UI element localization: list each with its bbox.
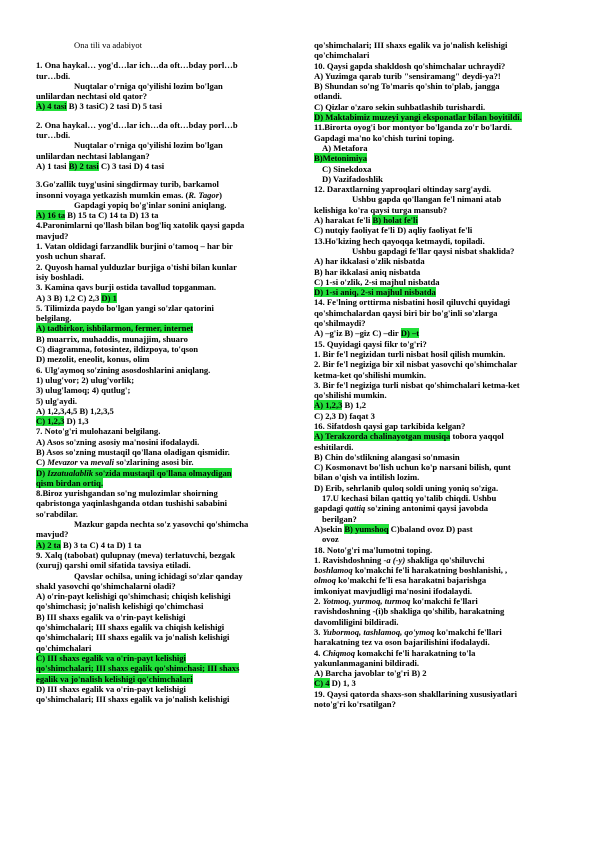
text-line — [36, 293, 295, 303]
text-line: 11.Birorta oyog'i bor montyor bo'lganda zo'r bo'lardi. — [314, 122, 512, 133]
text-line: 3.Go'zallik tuyg'usini singdirmay turib, barkamol — [36, 179, 219, 190]
text-line — [36, 323, 295, 333]
text-segment: gapdagi — [314, 503, 346, 514]
text-line: 1. Ona haykal… yog'd…lar ich…da oft…bday porl…b — [36, 60, 238, 71]
text-segment: C) — [36, 457, 48, 468]
highlighted-answer: B) holat fe'li — [372, 215, 418, 226]
highlighted-answer: qo'shimchalari; III shaxs egalik qo'shimchasi; III shaxs — [36, 663, 240, 674]
text-line: 5. Tilimizda paydo bo'lgan yangi so'zlar qatorini — [36, 302, 214, 313]
text-line — [314, 431, 568, 441]
highlighted-answer: qism birdan ortiq. — [36, 477, 104, 488]
text-segment: D) 1, 3 — [329, 678, 356, 689]
text-segment: komakchi fe'li harakatning to'la — [355, 647, 476, 658]
highlighted-answer: B) yumshoq — [344, 523, 389, 534]
highlighted-answer: C) 1,2,3 — [36, 416, 65, 427]
text-line: qo'shimchalari; III shaxs egalik va jo'nalish kelishigi — [314, 40, 508, 50]
text-line: berilgan? — [322, 513, 357, 524]
text-line — [314, 565, 568, 575]
highlighted-answer: D) Maktabimiz muzeyi yangi eksponatlar bilan boyitildi. — [314, 112, 522, 123]
text-line: 4.Paronimlarni qo'llash bilan bog'liq xatolik qaysi gapda — [36, 220, 245, 231]
text-segment: ko'makchi fe'li esa harakatni bajarishga — [335, 575, 487, 586]
text-line: Gapdagi ma'no ko'chish turini toping. — [314, 132, 455, 143]
text-segment: B) 3 tasiC) 2 tasi D) 5 tasi — [66, 101, 163, 112]
text-line: 7. Noto'g'ri mulohazani belgilang. — [36, 426, 161, 437]
highlighted-answer: A) Terakzorda chalinayotgan musiqa — [314, 431, 451, 442]
text-segment: so'zining antonimi qaysi javobda — [365, 503, 489, 514]
text-line: Ona tili va adabiyot — [74, 40, 143, 50]
text-line: qo'shimchalari; III shaxs egalik va chiqish kelishigi — [36, 622, 225, 633]
text-line: tur…bdi. — [36, 70, 71, 81]
text-segment: A)sekin — [314, 523, 345, 534]
text-segment: boshlamoq — [314, 565, 353, 576]
text-line: 1. Vatan oldidagi farzandlik burjini o'tamoq – har bir — [36, 241, 233, 252]
text-line: unlilardan nechtasi lablangan? — [36, 150, 150, 161]
text-line: mavjud? — [36, 529, 69, 540]
text-segment: qattiq — [345, 503, 366, 514]
text-line: D) Vazifadoshlik — [322, 173, 383, 184]
text-line: A) Metafora — [322, 142, 368, 153]
text-segment: B) 15 ta C) 14 ta D) 13 ta — [65, 210, 159, 221]
text-line: qo'shilishi mumkin. — [314, 390, 387, 401]
text-segment: 3. — [314, 626, 323, 637]
text-line: A) Yuzimga qarab turib "sensiramang" deydi-ya?! — [314, 70, 501, 81]
text-line — [36, 457, 295, 467]
text-line: qo'chimchalari — [314, 50, 370, 61]
text-line: 3. Bir fe'l negiziga turli nisbat qo'shimchalari ketma-ket — [314, 379, 520, 390]
text-line: 6. Ulg'aymoq so'zining asosdoshlarini aniqlang. — [36, 364, 211, 375]
text-line: qo'chimchalari — [36, 642, 92, 653]
text-line: qabristonga yaqinlashganda otdan tushishi sababini — [36, 498, 228, 509]
text-segment: A) –g'iz B) –giz C) –dir — [314, 328, 401, 339]
text-line: B) har ikkalasi aniq nisbatda — [314, 266, 421, 277]
text-segment: ko'makchi fe'llari — [434, 626, 502, 637]
text-segment: tobora yaqqol — [450, 431, 504, 442]
text-line: A) 1,2,3,4,5 B) 1,2,3,5 — [36, 405, 114, 416]
text-line: qo'shimchalari; III shaxs egalik va jo'nalish kelishigi — [36, 694, 230, 705]
text-line: Qavslar ochilsa, uning ichidagi so'zlar qanday — [74, 570, 243, 581]
highlighted-answer: A) 16 ta — [36, 210, 66, 221]
text-line: Nuqtalar o'rniga qo'yilishi lozim bo'lgan — [74, 140, 223, 151]
text-segment: B) 1,2 — [342, 400, 367, 411]
text-segment: insonni voyaga yetkazish mumkin emas. ( — [36, 189, 189, 200]
text-line: mavjud? — [36, 230, 69, 241]
text-segment: ) — [219, 189, 222, 200]
highlighted-answer: A) 4 tasi — [36, 101, 67, 112]
text-line: B) Asos so'zning mustaqil qo'llana oladigan qismidir. — [36, 446, 230, 457]
highlighted-answer: D) — [36, 467, 48, 478]
text-line — [36, 190, 295, 200]
text-line — [314, 627, 568, 637]
text-line: belgilang. — [36, 313, 72, 324]
text-segment: olmoq — [314, 575, 336, 586]
text-line: 10. Qaysi gapda shakldosh qo'shimchalar uchraydi? — [314, 60, 506, 71]
text-line — [36, 210, 295, 220]
text-segment: Mevazor — [47, 457, 78, 468]
text-line: 2. Bir fe'l negiziga bir xil nisbat yasovchi qo'shimchalar — [314, 359, 518, 370]
text-line: D) mezolit, eneolit, konus, olim — [36, 354, 150, 365]
text-line — [314, 153, 568, 163]
text-segment: shakliga qo'shiluvchi — [405, 554, 485, 565]
text-line: 2. Quyosh hamal yulduzlar burjiga o'tishi bilan kunlar — [36, 261, 237, 272]
text-line: unlilardan nechtasi old qator? — [36, 91, 148, 102]
text-line — [36, 653, 295, 663]
text-line: qo'shimchalari; III shaxs egalik va jo'nalish kelishigi — [36, 632, 230, 643]
text-segment: A) 3 B) 1,2 C) 2,3 — [36, 292, 102, 303]
text-segment: A) harakat fe'li — [314, 215, 373, 226]
text-line: 3) ulug'lamoq; 4) qutlug'; — [36, 385, 131, 396]
text-segment: Chiqmoq — [322, 647, 356, 658]
text-line — [314, 215, 568, 225]
text-line: C) Kosmonavt bo'lish uchun ko'p narsani bilish, qunt — [314, 462, 511, 473]
text-segment: va — [77, 457, 91, 468]
text-line: B) Shundan so'ng To'maris qo'shin to'plab, jangga — [314, 81, 500, 92]
text-line: 1. Bir fe'l negizidan turli nisbat hosil qilish mumkin. — [314, 348, 506, 359]
text-line: 2. Ona haykal… yog'd…lar ich…da oft…bday porl…b — [36, 119, 238, 130]
left-column — [36, 40, 295, 704]
text-line: tur…bdi. — [36, 130, 71, 141]
text-segment: C)baland ovoz D) past — [388, 523, 473, 534]
text-segment: ko'makchi fe'llari — [410, 596, 478, 607]
text-line — [36, 161, 295, 171]
text-line: shakl yasovchi qo'shimchalarni oladi? — [36, 580, 176, 591]
text-line: ovoz — [322, 534, 339, 545]
text-line: 13.Ho'kizing hech qayoqqa ketmaydi, topiladi. — [314, 235, 485, 246]
highlighted-answer: B) 2 tasi — [68, 160, 99, 171]
text-line — [36, 416, 295, 426]
text-line — [314, 400, 568, 410]
text-line: C) nutqiy faoliyat fe'li D) aqliy faoliyat fe'li — [314, 225, 473, 236]
text-line: D) Erib, sehrlanib quloq soldi uning yoniq so'ziga. — [314, 482, 499, 493]
text-line: A) o'rin-payt kelishigi qo'shimchasi; chiqish kelishigi — [36, 591, 231, 602]
text-line: 15. Quyidagi qaysi fikr to'g'ri? — [314, 338, 427, 349]
text-line: 3. Kamina qavs burji ostida tavallud topganman. — [36, 282, 217, 293]
text-segment: Yotmoq, yurmoq, turmoq — [322, 596, 411, 607]
highlighted-answer: egalik va jo'nalish kelishigi qo'chimchalari — [36, 673, 193, 684]
highlighted-answer: D) 1-si aniq, 2-si majhul nisbatda — [314, 287, 436, 298]
text-line: qo'shilmaydi? — [314, 318, 366, 329]
text-segment: Yubormoq, tashlamoq, qo'ymoq — [322, 626, 435, 637]
text-line: 18. Noto'g'ri ma'lumotni toping. — [314, 544, 433, 555]
highlighted-answer: C) 4 — [314, 678, 330, 689]
text-segment: so'zlarining asosi bir. — [114, 457, 194, 468]
text-segment: -a (-y) — [383, 554, 406, 565]
highlighted-answer: A) 1,2,3 — [314, 400, 343, 411]
text-line — [36, 540, 295, 550]
text-line — [36, 478, 295, 488]
text-line: B) Chin do'stlikning alangasi so'nmasin — [314, 451, 460, 462]
text-line — [36, 468, 295, 478]
text-segment: 4. — [314, 647, 323, 658]
text-line — [314, 328, 568, 338]
text-line: (xuruj) qarshi omil sifatida tavsiya etiladi. — [36, 560, 191, 571]
text-line: 19. Qaysi qatorda shaxs-son shakllarining xususiyatlari — [314, 688, 517, 699]
highlighted-answer: Izzatualablik — [47, 467, 94, 478]
text-segment: 1. Ravishdoshning — [314, 554, 384, 565]
text-line: Mazkur gapda nechta so'z yasovchi qo'shimcha — [74, 519, 249, 530]
text-line: isiy boshladi. — [36, 271, 84, 282]
text-line: 1) ulug'vor; 2) ulug'vorlik; — [36, 374, 135, 385]
text-line: Nuqtalar o'rniga qo'yilishi lozim bo'lgan — [74, 80, 223, 91]
text-line: harakatning tez va oson bajarilishini ifodalaydi. — [314, 637, 490, 648]
text-line: so'rabdilar. — [36, 508, 78, 519]
text-line: C) Sinekdoxa — [322, 163, 372, 174]
text-line — [314, 648, 568, 658]
text-line: 9. Xalq (tabobat) qulupnay (meva) terlatuvchi, bezgak — [36, 549, 236, 560]
text-line: 16. Sifatdosh qaysi gap tarkibida kelgan? — [314, 420, 466, 431]
text-line: Ushbu gapdagi fe'llar qaysi nisbat shaklida? — [352, 245, 515, 256]
text-line: Gapdagi yopiq bo'g'inlar sonini aniqlang. — [74, 199, 227, 210]
highlighted-answer: B)Metonimiya — [314, 153, 367, 164]
text-segment: ko'makchi fe'li harakatning boshlanishi, , — [352, 565, 508, 576]
text-segment: 2. — [314, 596, 323, 607]
text-line: A) har ikkalasi o'zlik nisbatda — [314, 256, 425, 267]
text-line: bilan o'qish va intilish lozim. — [314, 472, 420, 483]
text-line: ketma-ket qo'shilishi mumkin. — [314, 369, 426, 380]
text-line: C) diagramma, fotosintez, ildizpoya, to'qson — [36, 344, 199, 355]
text-line — [36, 674, 295, 684]
highlighted-answer: D) –t — [400, 328, 420, 339]
text-line — [36, 663, 295, 673]
text-segment: D) 1,3 — [64, 416, 89, 427]
text-line — [314, 575, 568, 585]
text-line: A) Asos so'zning asosiy ma'nosini ifodalaydi. — [36, 436, 200, 447]
text-line: C) Qizlar o'zaro sekin suhbatlashib turishardi. — [314, 101, 486, 112]
line-gap — [36, 171, 295, 179]
text-line — [314, 678, 568, 688]
highlighted-answer: A) 2 ta — [36, 539, 61, 550]
text-line: B) muarrix, muhaddis, munajjim, shuaro — [36, 333, 188, 344]
text-line: C) 2,3 D) faqat 3 — [314, 410, 375, 421]
text-line — [36, 101, 295, 111]
text-line: 17.U kechasi bilan qattiq yo'talib chiqdi. Ushbu — [322, 493, 497, 504]
right-column — [314, 40, 568, 709]
text-line: A) Barcha javoblar to'g'ri B) 2 — [314, 668, 427, 679]
highlighted-answer: A) tadbirkor, ishbilarmon, fermer, internet — [36, 323, 194, 334]
text-line: ravishdoshning -(i)b shakliga qo'shilib, harakatning — [314, 606, 505, 617]
text-line: 12. Daraxtlarning yaproqlari oltinday sarg'aydi. — [314, 184, 491, 195]
highlighted-answer: so'zida mustaqil qo'llana olmaydigan — [93, 467, 232, 478]
text-line: kelishiga ko'ra qaysi turga mansub? — [314, 204, 448, 215]
text-line: yakunlanmaganini bildiradi. — [314, 657, 420, 668]
text-line: imkoniyat mavjudligi ma'nosini ifodalaydi. — [314, 585, 473, 596]
text-line: B) III shaxs egalik va o'rin-payt kelishigi — [36, 611, 186, 622]
text-segment: A) 1 tasi — [36, 160, 69, 171]
text-line: otlandi. — [314, 91, 342, 102]
text-line: yosh uchun sharaf. — [36, 251, 106, 262]
text-line — [314, 503, 568, 513]
text-segment: B) 3 ta C) 4 ta D) 1 ta — [60, 539, 142, 550]
highlighted-answer: D) 1 — [101, 292, 117, 303]
text-line — [314, 112, 568, 122]
text-line: noto'g'ri ko'rsatilgan? — [314, 699, 396, 709]
text-line: eshitilardi. — [314, 441, 354, 452]
line-gap — [36, 112, 295, 120]
highlighted-answer: C) III shaxs egalik va o'rin-payt kelishigi — [36, 652, 186, 663]
text-segment: C) 3 tasi D) 4 tasi — [98, 160, 165, 171]
text-line: D) III shaxs egalik va o'rin-payt kelishigi — [36, 683, 186, 694]
text-line: 8.Biroz yurishgandan so'ng mulozimlar shoirning — [36, 488, 218, 499]
text-line: davomliligini bildiradi. — [314, 616, 399, 627]
text-line: C) 1-si o'zlik, 2-si majhul nisbatda — [314, 276, 440, 287]
text-segment: mevali — [90, 457, 115, 468]
text-line: Ushbu gapda qo'llangan fe'l nimani atab — [352, 194, 502, 205]
text-line: 14. Fe'lning orttirma nisbatini hosil qiluvchi quyidagi — [314, 297, 511, 308]
text-segment: R. Tagor — [188, 189, 220, 200]
text-line: 5) ulg'aydi. — [36, 395, 78, 406]
text-line — [314, 287, 568, 297]
text-line: qo'shimchalardan qaysi biri bir bo'g'inli so'zlarga — [314, 307, 498, 318]
text-line — [314, 524, 568, 534]
text-line — [314, 555, 568, 565]
text-line — [314, 596, 568, 606]
text-line: qo'shimchasi; jo'nalish kelishigi qo'chimchasi — [36, 601, 204, 612]
